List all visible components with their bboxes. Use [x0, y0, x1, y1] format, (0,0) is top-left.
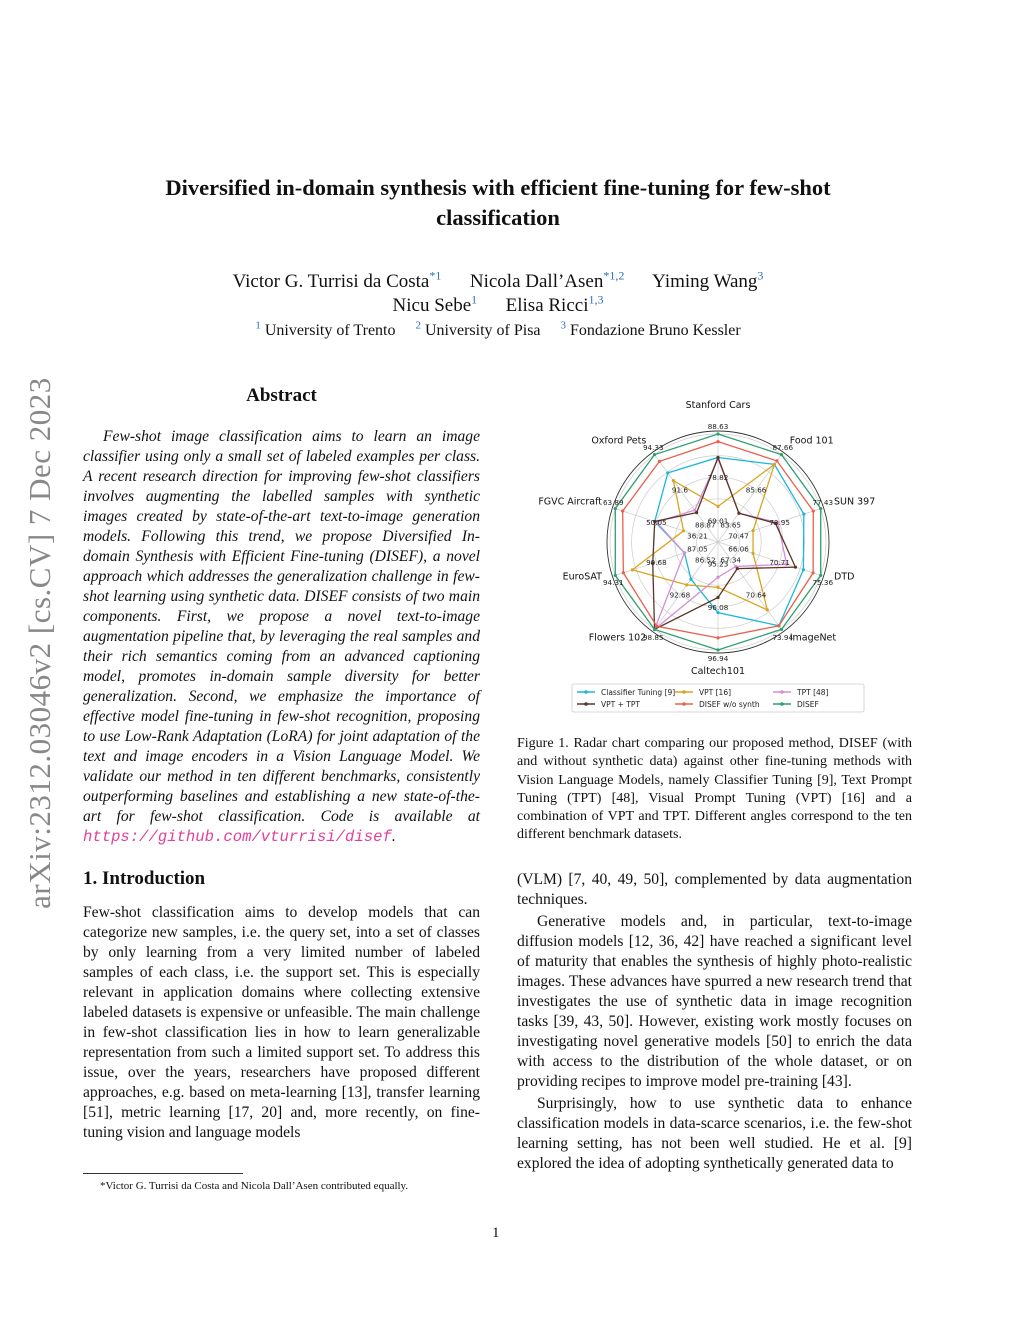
tick-label-min: 87.05 [687, 544, 708, 554]
data-point [780, 628, 783, 631]
author: Nicu Sebe$^1$ [392, 293, 478, 317]
data-point [655, 625, 658, 628]
tick-label-min: 70.47 [728, 531, 749, 541]
footnote-divider [83, 1173, 243, 1174]
axis-label: DTD [834, 571, 855, 583]
data-point [631, 568, 634, 571]
code-link[interactable]: https://github.com/vturrisi/disef [83, 828, 392, 846]
legend-label: VPT + TPT [601, 700, 640, 709]
data-point [716, 576, 719, 579]
paper-title: Diversified in-domain synthesis with efficient fine-tuning for few-shot classification [165, 175, 831, 230]
data-point [716, 440, 719, 443]
axis-label: Caltech101 [690, 666, 746, 677]
data-point [751, 529, 754, 532]
tick-label-min: 88.87 [695, 520, 716, 530]
axis-label: Stanford Cars [685, 400, 751, 411]
intro-paragraph: Surprisingly, how to use synthetic data to enhance classification models in data-scarce scenarios, i.e. the few-shot learning setting, has not been well studied. He et al. [9] explored the idea of adopting synthetically generated data to [517, 1095, 912, 1172]
tick-label-max: 94.31 [602, 578, 624, 588]
data-point [658, 460, 661, 463]
data-point [812, 571, 815, 574]
right-column [517, 870, 912, 1174]
tick-label-max: 96.94 [707, 654, 729, 664]
tick-label-min: 67.34 [720, 555, 741, 565]
figure-caption: Figure 1. Radar chart comparing our proposed method, DISEF (with and without synthetic data) against other fine-tuning methods with Vision Language Models, namely Classifier Tuning [9], Text Prompt Tuning (TPT) [48], Visual Prompt Tuning (VPT) [16] and a combination of VPT and TPT. Different angles correspond to the ten different benchmark datasets. [517, 736, 912, 843]
tick-label-max: 87.66 [772, 442, 794, 452]
legend-marker [780, 702, 784, 706]
tick-label-mid: 50.05 [646, 517, 667, 527]
data-point [751, 552, 754, 555]
tick-label-mid: 92.68 [669, 590, 691, 600]
abstract-heading: Abstract [246, 385, 317, 406]
data-point [682, 529, 685, 532]
data-point [773, 463, 776, 466]
tick-label-min: 69.01 [707, 516, 729, 526]
data-point [683, 551, 686, 554]
tick-label-mid: 90.68 [646, 558, 667, 568]
abstract [83, 427, 480, 847]
data-point [614, 574, 617, 577]
tick-label-max: 88.63 [707, 421, 729, 431]
data-point [716, 636, 719, 639]
intro-paragraph: (VLM) [7, 40, 49, 50], complemented by data augmentation techniques. [517, 871, 912, 908]
data-point [653, 628, 656, 631]
tick-label-mid: 85.66 [745, 485, 767, 495]
data-point [695, 511, 698, 514]
legend-label: VPT [16] [699, 688, 732, 697]
author: Yiming Wang$^3$ [652, 269, 764, 293]
data-point [716, 505, 719, 508]
data-point [689, 578, 692, 581]
tick-label-mid: 78.82 [707, 473, 729, 483]
tick-label-max: 98.85 [642, 633, 664, 643]
tick-label-mid: 91.6 [671, 485, 688, 495]
data-point [716, 456, 719, 459]
axis-label: EuroSAT [562, 571, 602, 583]
tick-label-mid: 96.08 [707, 602, 729, 612]
data-point [622, 571, 625, 574]
arxiv-identifier-stamp: arXiv:2312.03046v2 [cs.CV] 7 Dec 2023 [22, 377, 57, 909]
author: Nicola Dall’Asen$^{*1,2}$ [469, 269, 625, 293]
data-point [666, 471, 669, 474]
data-point [819, 507, 822, 510]
tick-label-mid: 73.95 [769, 517, 790, 527]
data-point [716, 586, 719, 589]
data-point [737, 512, 740, 515]
legend-marker [584, 702, 588, 706]
tick-label-min: 86.52 [695, 555, 716, 565]
data-point [621, 509, 624, 512]
data-point [794, 566, 797, 569]
axis-label: ImageNet [789, 632, 837, 644]
intro-paragraph: Few-shot classification aims to develop models that can categorize new samples, i.e. the query set, into a set of classes by only learning from a very limited number of labeled samples of each class, i.e. the support set. This is especially relevant in application domains where collecting extensive labeled datasets is expensive or unfeasible. The main challenge in few-shot classification lies in how to learn generalizable representation from such a limited support set. To address this issue, over the years, researchers have proposed different approaches, e.g. based on meta-learning [13], transfer learning [51], metric learning [17, 20] and, more recently, on fine-tuning vision and language models [83, 904, 480, 1141]
affiliation: $^3$ Fondazione Bruno Kessler [560, 320, 741, 340]
author-line-1 [120, 269, 876, 293]
axis-label: FGVC Aircraft [538, 496, 602, 508]
author: Elisa Ricci$^{1,3}$ [505, 293, 604, 317]
data-point [653, 453, 656, 456]
legend-marker [584, 690, 588, 694]
data-point [716, 432, 719, 435]
legend-label: DISEF [797, 700, 819, 709]
tick-label-min: 36.21 [687, 531, 708, 541]
abstract-text: Few-shot image classification aims to learn an image classifier using only a small set of labeled examples per class. A recent research direction for improving few-shot classifiers involves augmenting the labelled samples with synthetic images created by state-of-the-art text-to-image generation models. Following this trend, we propose Diversified In-domain Synthesis with Efficient Fine-tuning (DISEF), a novel approach which addresses the generalization challenge in few-shot learning using synthetic data. DISEF consists of two main components. First, we propose a novel text-to-image augmentation pipeline that, by leveraging the real samples and their rich semantics coming from an advanced captioning model, promotes in-domain sample diversity for better generalization. Second, we emphasize the importance of effective model fine-tuning in few-shot recognition, proposing to use Low-Rank Adaptation (LoRA) for joint adaptation of the text and image encoders in a Vision Language Model. We validate our method in ten different benchmarks, consistently outperforming baselines and establishing a new state-of-the-art for few-shot classification. Code is available at [83, 428, 480, 825]
tick-label-max: 73.94 [772, 633, 794, 643]
author-line-2 [120, 293, 876, 317]
axis-label: Oxford Pets [591, 435, 647, 447]
data-point [685, 583, 688, 586]
radar-chart [538, 400, 885, 715]
data-point [812, 509, 815, 512]
tick-label-min: 95.23 [707, 559, 729, 569]
axis-label: Food 101 [789, 435, 834, 447]
legend-marker [780, 690, 784, 694]
data-point [802, 513, 805, 516]
data-point [775, 459, 778, 462]
tick-label-max: 75.36 [812, 578, 834, 588]
legend-label: DISEF w/o synth [699, 700, 760, 709]
legend-label: TPT [48] [797, 688, 829, 697]
data-point [716, 648, 719, 651]
data-point [780, 453, 783, 456]
data-point [777, 624, 780, 627]
data-point [716, 596, 719, 599]
data-point [736, 567, 739, 570]
data-point [766, 608, 769, 611]
axis-label: Flowers 102 [588, 632, 647, 644]
data-point [614, 507, 617, 510]
author: Victor G. Turrisi da Costa$^{*1}$ [232, 269, 442, 293]
abstract-end: . [391, 828, 396, 845]
axis-label: SUN 397 [834, 496, 876, 508]
intro-paragraph: Generative models and, in particular, text-to-image diffusion models [12, 36, 42] have reached a significant level of maturity that enables the synthesis of highly photo-realistic images. These advances have spurred a new research trend that investigates the use of synthetic data in image recognition tasks [39, 43, 50]. However, existing work mostly focuses on investigating novel generative models [50] to enrich the data with access to the distribution of the whole dataset, or on providing recipes to improve model pre-training [43]. [517, 913, 912, 1090]
affiliation: $^1$ University of Trento [255, 320, 396, 340]
introduction-heading: 1. Introduction [83, 868, 206, 889]
legend-marker [682, 690, 686, 694]
tick-label-mid: 70.64 [745, 590, 767, 600]
affiliation: $^2$ University of Pisa [415, 320, 541, 340]
footnote: *Victor G. Turrisi da Costa and Nicola Dall’Asen contributed equally. [100, 1180, 409, 1192]
data-point [802, 568, 805, 571]
page-number: 1 [492, 1225, 500, 1241]
left-column [83, 386, 480, 1143]
tick-label-max: 77.43 [812, 497, 834, 507]
tick-label-max: 94.33 [642, 442, 664, 452]
data-point [693, 508, 696, 511]
legend-label: Classifier Tuning [9] [601, 688, 676, 697]
data-point [819, 574, 822, 577]
legend-marker [682, 702, 686, 706]
tick-label-max: 63.89 [602, 497, 624, 507]
data-point [672, 479, 675, 482]
tick-label-min: 66.06 [728, 544, 749, 554]
affiliations [120, 320, 876, 340]
tick-label-mid: 70.71 [769, 558, 790, 568]
tick-label-min: 83.65 [720, 520, 741, 530]
